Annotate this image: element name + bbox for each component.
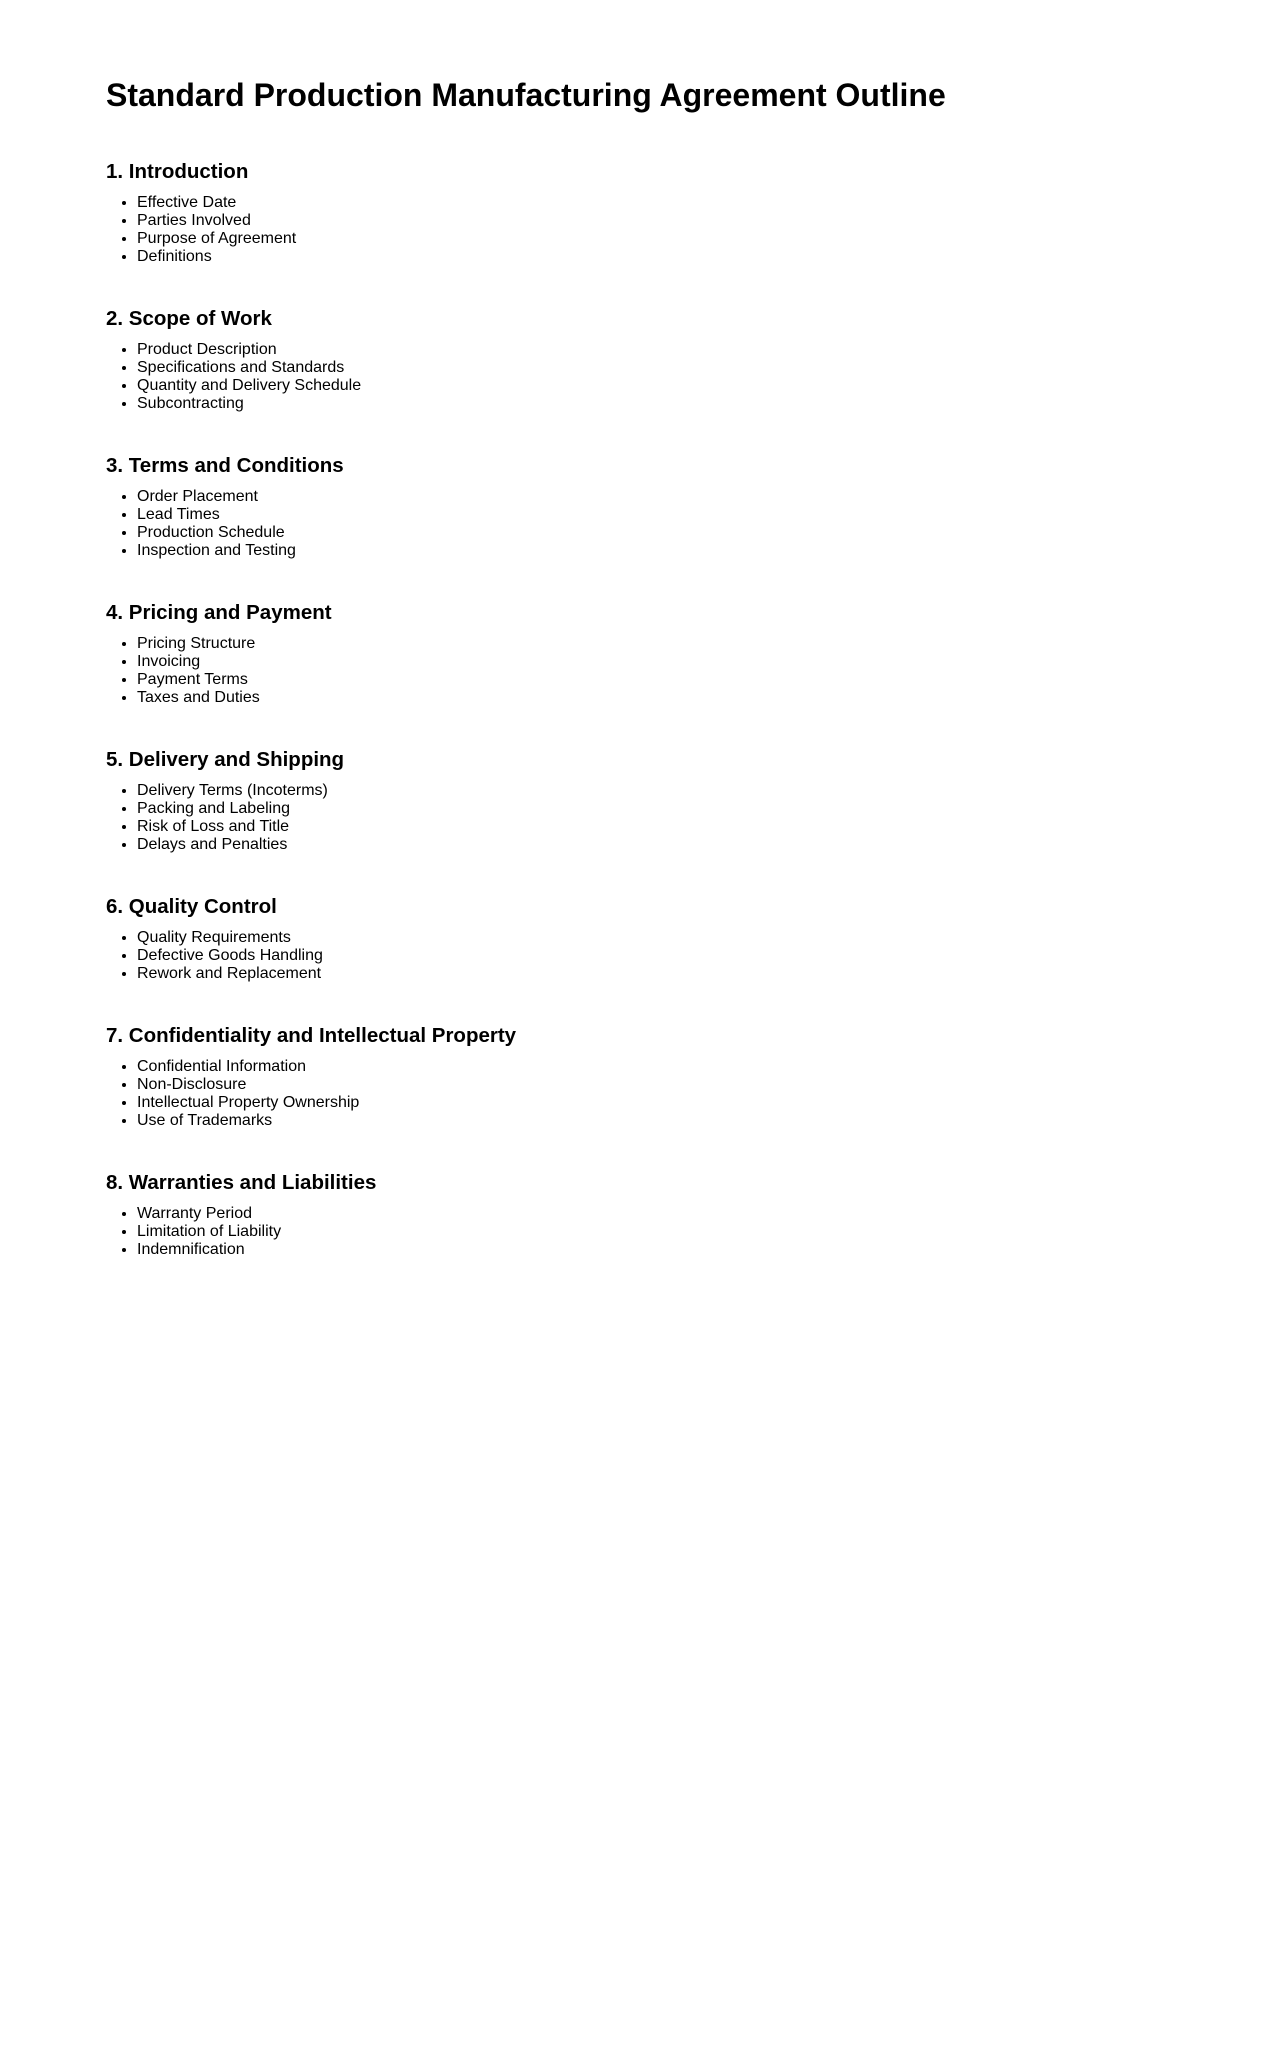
section-list bbox=[106, 1058, 1263, 1130]
section-warranties-and-liabilities bbox=[106, 1171, 1263, 1259]
section-heading: 5. Delivery and Shipping bbox=[106, 748, 345, 771]
list-item: • Subcontracting bbox=[137, 395, 1263, 413]
section-list bbox=[106, 194, 1263, 266]
list-item: • Delivery Terms (Incoterms) bbox=[137, 782, 1263, 800]
section-confidentiality-ip bbox=[106, 1024, 1263, 1130]
section-pricing-and-payment bbox=[106, 601, 1263, 707]
section-list bbox=[106, 929, 1263, 983]
list-item: • Purpose of Agreement bbox=[137, 230, 1263, 248]
section-list bbox=[106, 488, 1263, 560]
list-item: • Invoicing bbox=[137, 653, 1263, 671]
list-item: • Pricing Structure bbox=[137, 635, 1263, 653]
section-heading: 4. Pricing and Payment bbox=[106, 601, 332, 624]
list-item: • Quality Requirements bbox=[137, 929, 1263, 947]
list-item: • Risk of Loss and Title bbox=[137, 818, 1263, 836]
page-title: Standard Production Manufacturing Agreement Outline bbox=[106, 77, 946, 113]
section-heading: 1. Introduction bbox=[106, 160, 249, 183]
list-item: • Inspection and Testing bbox=[137, 542, 1263, 560]
list-item: • Specifications and Standards bbox=[137, 359, 1263, 377]
section-heading: 7. Confidentiality and Intellectual Property bbox=[106, 1024, 517, 1047]
list-item: • Indemnification bbox=[137, 1241, 1263, 1259]
list-item: • Delays and Penalties bbox=[137, 836, 1263, 854]
list-item: • Defective Goods Handling bbox=[137, 947, 1263, 965]
list-item: • Confidential Information bbox=[137, 1058, 1263, 1076]
section-scope-of-work bbox=[106, 307, 1263, 413]
list-item: • Quantity and Delivery Schedule bbox=[137, 377, 1263, 395]
list-item: • Use of Trademarks bbox=[137, 1112, 1263, 1130]
list-item: • Order Placement bbox=[137, 488, 1263, 506]
section-delivery-and-shipping bbox=[106, 748, 1263, 854]
section-list bbox=[106, 635, 1263, 707]
list-item: • Effective Date bbox=[137, 194, 1263, 212]
list-item: • Warranty Period bbox=[137, 1205, 1263, 1223]
list-item: • Production Schedule bbox=[137, 524, 1263, 542]
section-heading: 3. Terms and Conditions bbox=[106, 454, 344, 477]
list-item: • Payment Terms bbox=[137, 671, 1263, 689]
list-item: • Limitation of Liability bbox=[137, 1223, 1263, 1241]
list-item: • Lead Times bbox=[137, 506, 1263, 524]
section-list bbox=[106, 341, 1263, 413]
list-item: • Product Description bbox=[137, 341, 1263, 359]
section-introduction bbox=[106, 160, 1263, 266]
list-item: • Packing and Labeling bbox=[137, 800, 1263, 818]
section-heading: 6. Quality Control bbox=[106, 895, 277, 918]
section-terms-and-conditions bbox=[106, 454, 1263, 560]
list-item: • Definitions bbox=[137, 248, 1263, 266]
section-list bbox=[106, 782, 1263, 854]
section-heading: 2. Scope of Work bbox=[106, 307, 272, 330]
list-item: • Intellectual Property Ownership bbox=[137, 1094, 1263, 1112]
section-heading: 8. Warranties and Liabilities bbox=[106, 1171, 377, 1194]
list-item: • Rework and Replacement bbox=[137, 965, 1263, 983]
section-list bbox=[106, 1205, 1263, 1259]
section-quality-control bbox=[106, 895, 1263, 983]
list-item: • Non-Disclosure bbox=[137, 1076, 1263, 1094]
list-item: • Taxes and Duties bbox=[137, 689, 1263, 707]
list-item: • Parties Involved bbox=[137, 212, 1263, 230]
